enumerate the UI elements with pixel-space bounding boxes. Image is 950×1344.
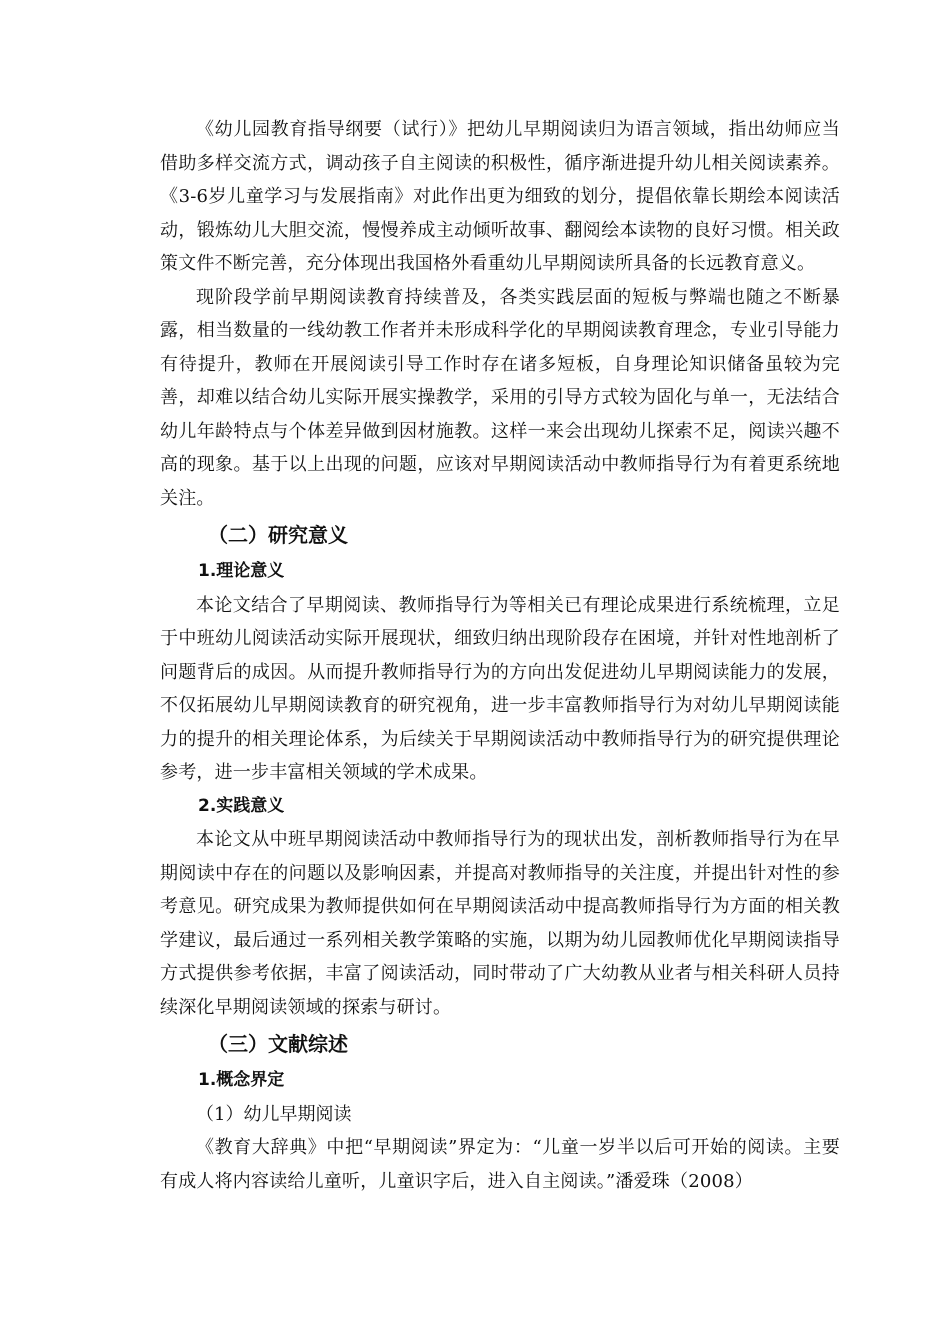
heading-concept-definition: 1.概念界定 [198,1070,285,1090]
heading-practical-significance: 2.实践意义 [198,795,285,816]
heading-literature-review: （三）文献综述 [208,1032,348,1056]
document-page [160,113,840,1198]
paragraph-theoretical-significance: 本论文结合了早期阅读、教师指导行为等相关已有理论成果进行系统梳理，立足于中班幼儿阅读活动实际开展现状，细致归纳出现阶段存在困境，并针对性地剖析了问题背后的成因。从而提升教师指导行为的方向出发促进幼儿早期阅读能力的发展，不仅拓展幼儿早期阅读教育的研究视角，进一步丰富教师指导行为对幼儿早期阅读能力的提升的相关理论体系，为后续关于早期阅读活动中教师指导行为的研究提供理论参考，进一步丰富相关领域的学术成果。 [160,594,840,783]
heading-early-reading: （1）幼儿早期阅读 [196,1103,352,1125]
heading-theoretical-significance: 1.理论意义 [198,561,285,581]
heading-research-significance: （二）研究意义 [208,523,348,547]
paragraph-current-status: 现阶段学前早期阅读教育持续普及，各类实践层面的短板与弊端也随之不断暴露，相当数量的一线幼教工作者并未形成科学化的早期阅读教育理念，专业引导能力有待提升，教师在开展阅读引导工作时存在诸多短板，自身理论知识储备虽较为完善，却难以结合幼儿实际开展实操教学，采用的引导方式较为固化与单一，无法结合幼儿年龄特点与个体差异做到因材施教。这样一来会出现幼儿探索不足，阅读兴趣不高的现象。基于以上出现的问题，应该对早期阅读活动中教师指导行为有着更系统地关注。 [160,286,840,509]
paragraph-practical-significance: 本论文从中班早期阅读活动中教师指导行为的现状出发，剖析教师指导行为在早期阅读中存在的问题以及影响因素，并提高对教师指导的关注度，并提出针对性的参考意见。研究成果为教师提供如何在早期阅读活动中提高教师指导行为方面的相关教学建议，最后通过一系列相关教学策略的实施，以期为幼儿园教师优化早期阅读指导方式提供参考依据，丰富了阅读活动，同时带动了广大幼教从业者与相关科研人员持续深化早期阅读领域的探索与研讨。 [160,829,840,1018]
paragraph-policy: 《幼儿园教育指导纲要（试行）》把幼儿早期阅读归为语言领域，指出幼师应当借助多样交流方式，调动孩子自主阅读的积极性，循序渐进提升幼儿相关阅读素养。《3-6岁儿童学习与发展指南》对此作出更为细致的划分，提倡依靠长期绘本阅读活动，锻炼幼儿大胆交流，慢慢养成主动倾听故事、翻阅绘本读物的良好习惯。相关政策文件不断完善，充分体现出我国格外看重幼儿早期阅读所具备的长远教育意义。 [160,119,840,274]
paragraph-early-reading-definition: 《教育大辞典》中把“早期阅读”界定为：“儿童一岁半以后可开始的阅读。主要有成人将内容读给儿童听，儿童识字后，进入自主阅读。”潘爱珠（2008） [160,1137,840,1192]
